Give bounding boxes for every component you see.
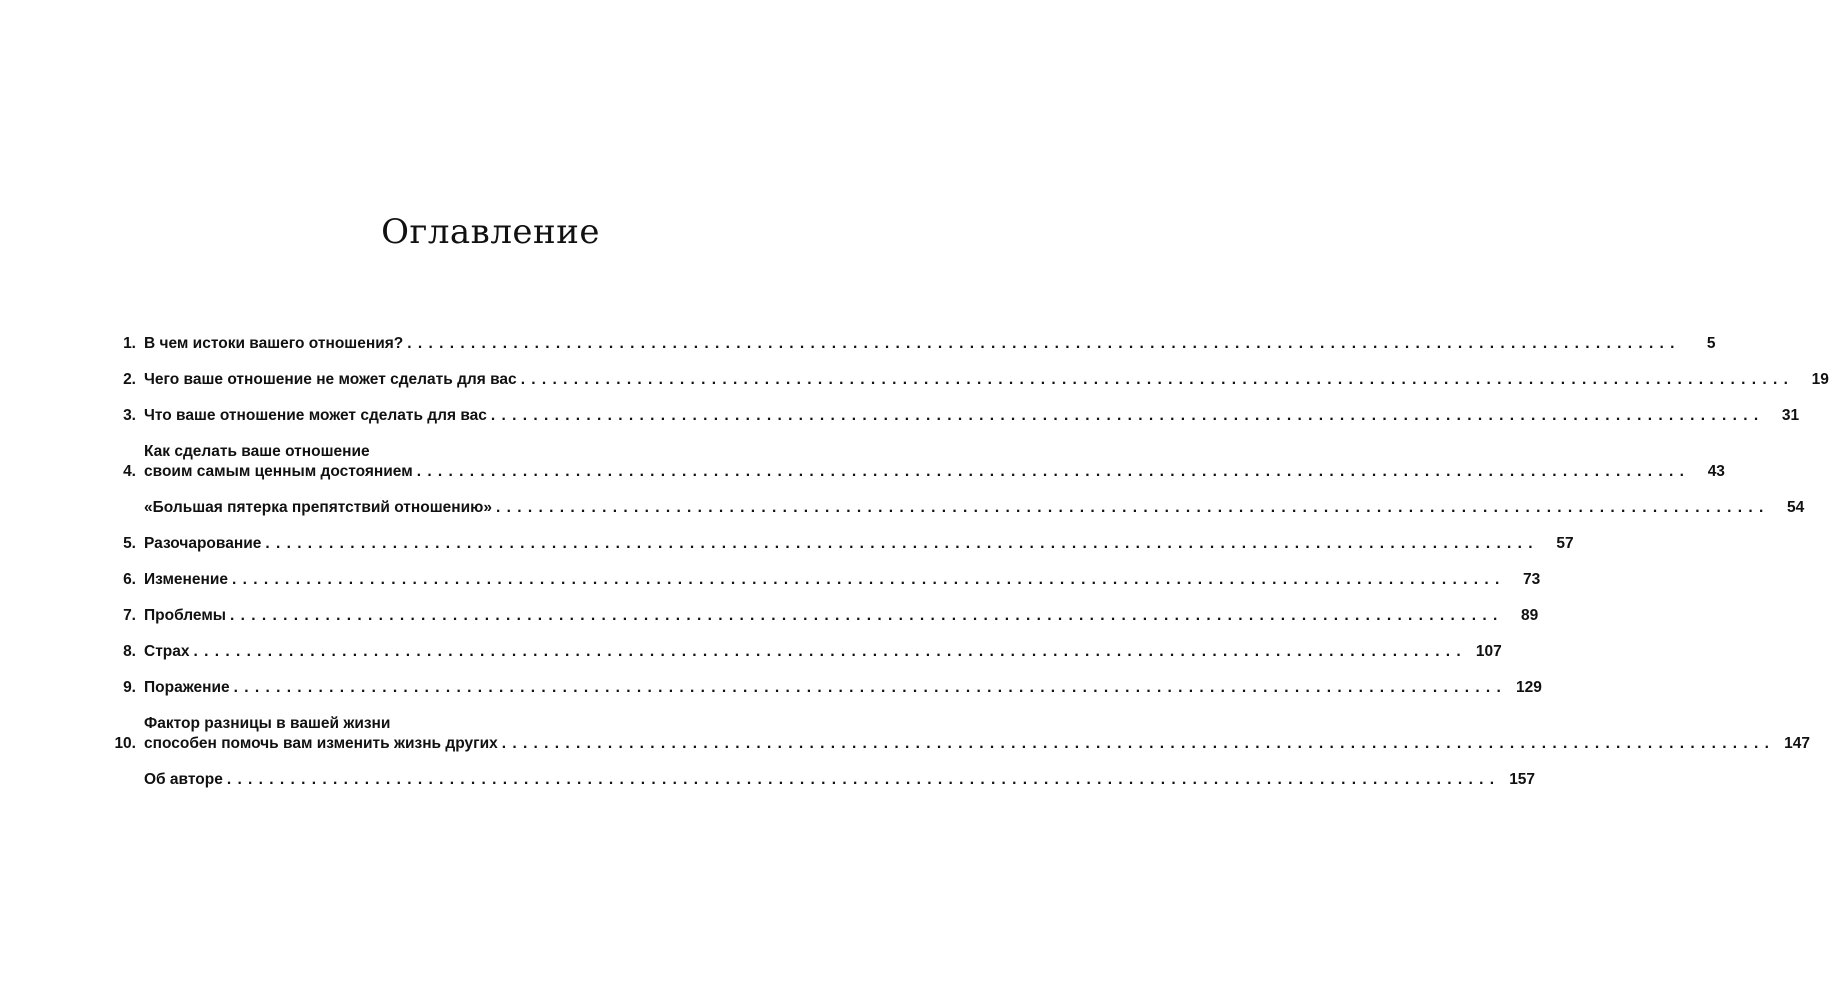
toc-dot-leader: . . . . . . . . . . . . . . . . . . . . . . . . . . . . . . . . . . . . . . . . . . . . . . . . . . . . . . . . . . . . . . . . . . . . . . . . . . . . . . . . . . . . . . . . . . . . . . . . . . . . . . . . . . . . . . . . . . . . . . . . [416, 463, 1685, 480]
toc-entry [100, 770, 1536, 790]
toc-entry-page-number: 89 [1521, 607, 1539, 624]
toc-entry-page-number: 157 [1509, 771, 1536, 788]
toc-entry-title: Фактор разницы в вашей жизни [144, 715, 391, 732]
toc-entry [100, 442, 1725, 482]
toc-dot-leader: . . . . . . . . . . . . . . . . . . . . . . . . . . . . . . . . . . . . . . . . . . . . . . . . . . . . . . . . . . . . . . . . . . . . . . . . . . . . . . . . . . . . . . . . . . . . . . . . . . . . . . . . . . . . . . . . . . . . . . . . [496, 499, 1765, 516]
toc-entry-page-number: 107 [1475, 643, 1502, 660]
toc-entry-page-number: 54 [1787, 499, 1805, 516]
toc-entry-number: 4. [123, 463, 136, 480]
toc-entry-body [144, 442, 1725, 482]
toc-entry-body [144, 534, 1574, 554]
toc-entry [100, 498, 1805, 518]
toc-dot-leader: . . . . . . . . . . . . . . . . . . . . . . . . . . . . . . . . . . . . . . . . . . . . . . . . . . . . . . . . . . . . . . . . . . . . . . . . . . . . . . . . . . . . . . . . . . . . . . . . . . . . . . . . . . . . . . . . . . . . . . . . [233, 679, 1502, 696]
toc-entry [100, 570, 1541, 590]
toc-entry [100, 334, 1716, 354]
toc-entry-number: 10. [114, 735, 136, 752]
toc-entry-page-number: 5 [1706, 335, 1716, 352]
toc-dot-leader: . . . . . . . . . . . . . . . . . . . . . . . . . . . . . . . . . . . . . . . . . . . . . . . . . . . . . . . . . . . . . . . . . . . . . . . . . . . . . . . . . . . . . . . . . . . . . . . . . . . . . . . . . . . . . . . . . . . . . . . . [230, 607, 1499, 624]
toc-entry [100, 606, 1539, 626]
toc-entry-number: 2. [123, 371, 136, 388]
toc-dot-leader: . . . . . . . . . . . . . . . . . . . . . . . . . . . . . . . . . . . . . . . . . . . . . . . . . . . . . . . . . . . . . . . . . . . . . . . . . . . . . . . . . . . . . . . . . . . . . . . . . . . . . . . . . . . . . . . . . . . . . . . . [520, 371, 1789, 388]
toc-entry-page-number: 31 [1781, 407, 1800, 424]
toc-entry-title: Проблемы [144, 607, 227, 624]
toc-entry-title: Как сделать ваше отношение [144, 443, 370, 460]
toc-entry-title: своим самым ценным достоянием [144, 463, 413, 480]
toc-entry-number: 5. [123, 535, 136, 552]
toc-entry-number: 7. [123, 607, 136, 624]
toc-entry-title: Чего ваше отношение не может сделать для вас [144, 371, 517, 388]
toc-entry-body [144, 678, 1542, 698]
toc-entry [100, 406, 1800, 426]
toc-dot-leader: . . . . . . . . . . . . . . . . . . . . . . . . . . . . . . . . . . . . . . . . . . . . . . . . . . . . . . . . . . . . . . . . . . . . . . . . . . . . . . . . . . . . . . . . . . . . . . . . . . . . . . . . . . . . . . . . . . . . . . . . [501, 735, 1770, 752]
toc-entry-body [144, 334, 1716, 354]
toc-entry-number: 1. [123, 335, 136, 352]
toc-entry-body [144, 642, 1502, 662]
toc-entry-page-number: 147 [1784, 735, 1810, 752]
toc-entry [100, 678, 1542, 698]
toc-entry-number: 6. [123, 571, 136, 588]
toc-entry-title: Разочарование [144, 535, 262, 552]
toc-dot-leader: . . . . . . . . . . . . . . . . . . . . . . . . . . . . . . . . . . . . . . . . . . . . . . . . . . . . . . . . . . . . . . . . . . . . . . . . . . . . . . . . . . . . . . . . . . . . . . . . . . . . . . . . . . . . . . . . . . . . . . . . [226, 771, 1496, 788]
toc-entry-title: «Большая пятерка препятствий отношению» [144, 499, 493, 516]
toc-entry-title: Изменение [144, 571, 229, 588]
toc-entry-page-number: 73 [1523, 571, 1541, 588]
toc-entry [100, 642, 1502, 662]
page-title: Оглавление [381, 212, 600, 252]
toc-entry-number: 9. [123, 679, 136, 696]
toc-entry-body [144, 498, 1805, 518]
toc-entry-body [144, 406, 1800, 426]
toc-dot-leader: . . . . . . . . . . . . . . . . . . . . . . . . . . . . . . . . . . . . . . . . . . . . . . . . . . . . . . . . . . . . . . . . . . . . . . . . . . . . . . . . . . . . . . . . . . . . . . . . . . . . . . . . . . . . . . . . . . . . . . . . [232, 571, 1501, 588]
toc-dot-leader: . . . . . . . . . . . . . . . . . . . . . . . . . . . . . . . . . . . . . . . . . . . . . . . . . . . . . . . . . . . . . . . . . . . . . . . . . . . . . . . . . . . . . . . . . . . . . . . . . . . . . . . . . . . . . . . . . . . . . . . . [193, 643, 1462, 660]
toc-entry [100, 714, 1810, 754]
toc-dot-leader: . . . . . . . . . . . . . . . . . . . . . . . . . . . . . . . . . . . . . . . . . . . . . . . . . . . . . . . . . . . . . . . . . . . . . . . . . . . . . . . . . . . . . . . . . . . . . . . . . . . . . . . . . . . . . . . . . . . . . . . . [407, 335, 1676, 352]
toc-entry-title: Об авторе [144, 771, 223, 788]
toc-entry-body [144, 770, 1536, 790]
toc-entry [100, 370, 1829, 390]
toc-entry-body [144, 370, 1829, 390]
toc-entry-title: Поражение [144, 679, 230, 696]
toc-entry-title: способен помочь вам изменить жизнь других [144, 735, 498, 752]
toc-entry-title: В чем истоки вашего отношения? [144, 335, 404, 352]
toc-entry-page-number: 129 [1515, 679, 1542, 696]
toc-entry-body [144, 606, 1539, 626]
table-of-contents [100, 334, 1829, 790]
toc-dot-leader: . . . . . . . . . . . . . . . . . . . . . . . . . . . . . . . . . . . . . . . . . . . . . . . . . . . . . . . . . . . . . . . . . . . . . . . . . . . . . . . . . . . . . . . . . . . . . . . . . . . . . . . . . . . . . . . . . . . . . . . . [265, 535, 1534, 552]
toc-entry-number: 3. [123, 407, 136, 424]
toc-entry-page-number: 19 [1811, 371, 1829, 388]
toc-entry [100, 534, 1574, 554]
toc-entry-number: 8. [123, 643, 136, 660]
toc-entry-title: Что ваше отношение может сделать для вас [144, 407, 487, 424]
toc-entry-page-number: 57 [1556, 535, 1574, 552]
toc-entry-body [144, 570, 1541, 590]
toc-entry-page-number: 43 [1707, 463, 1725, 480]
toc-entry-title: Страх [144, 643, 190, 660]
toc-entry-body [144, 714, 1810, 754]
toc-dot-leader: . . . . . . . . . . . . . . . . . . . . . . . . . . . . . . . . . . . . . . . . . . . . . . . . . . . . . . . . . . . . . . . . . . . . . . . . . . . . . . . . . . . . . . . . . . . . . . . . . . . . . . . . . . . . . . . . . . . . . . . . [490, 407, 1760, 424]
